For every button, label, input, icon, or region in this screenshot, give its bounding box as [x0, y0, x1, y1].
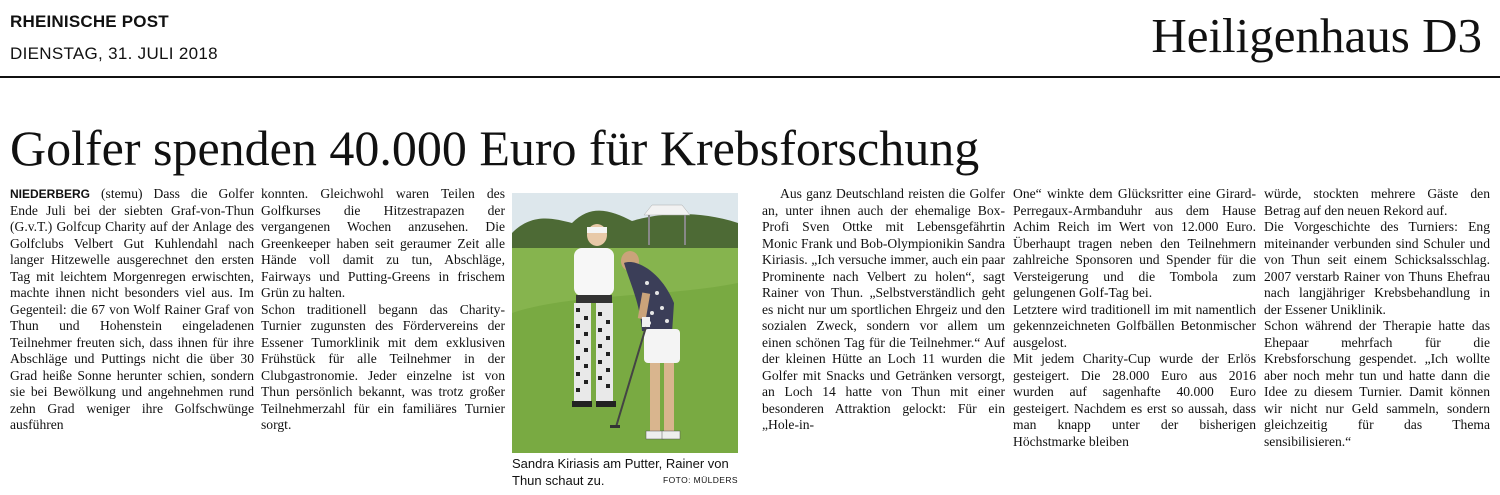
article-photo [512, 193, 738, 453]
column-2-paragraph-2: Schon traditionell begann das Charity-Turnier zugunsten des Fördervereins der Essener Tumorklinik mit dem exklusiven Frühstück für alle Teilnehmer in der Clubgastronomie. Jeder einzelne ist von Thun persönlich bekannt, was trotz großer Teilnehmerzahl für ein familiäres Turnier sorgt. [261, 301, 505, 432]
photo-caption: Sandra Kiriasis am Putter, Rainer von Thun schaut zu. [512, 456, 729, 488]
photo-credit: FOTO: MÜLDERS [663, 475, 738, 485]
photo-caption-block [512, 455, 738, 489]
column-2-paragraph-1: konnten. Gleichwohl waren Teilen des Golfkurses die Hitzestrapazen der vergangenen Wochen anzusehen. Die Greenkeeper haben seit geraumer Zeit alle Hände voll damit zu tun, Abschläge, Fairways und Putting-Greens in frischem Grün zu halten. [261, 186, 505, 300]
paper-name: RHEINISCHE POST [10, 12, 169, 31]
column-6-paragraph-2: Die Vorgeschichte des Turniers: Eng miteinander verbunden sind Schuler und von Thun seit einem Schicksalsschlag. 2007 verstarb Rainer von Thuns Ehefrau nach langjähriger Krebsbehandlung in der Essener Uniklinik. [1264, 219, 1490, 317]
article-column-4 [762, 186, 1005, 434]
masthead [0, 0, 1500, 78]
article-column-6 [1264, 186, 1490, 450]
article-column-5 [1013, 186, 1256, 450]
column-6-paragraph-1: würde, stockten mehrere Gäste den Betrag auf den neuen Rekord auf. [1264, 186, 1490, 218]
section-title: Heiligenhaus D3 [1151, 8, 1482, 63]
masthead-rule [0, 76, 1500, 78]
column-1-text: (stemu) Dass die Golfer Ende Juli bei der siebten Graf-von-Thun (G.v.T.) Golfcup Charity auf der Anlage des Golfclubs Velbert Gut Kuhlendahl nach langer Hitzewelle ausgerechnet den ersten Tag mit leichtem Morgenregen erwischten, machte ihnen nicht besonders viel aus. Im Gegenteil: die 67 von Wolf Rainer Graf von Thun und Hohenstein eingeladenen Teilnehmer freuten sich, dass ihnen für ihre Abschläge und Puttings nicht die über 30 Grad heiße Sonne herunter schien, sondern sie bei Bewölkung und angehnehmen rund zehn Grad weniger ihre Golfschwünge ausführen [10, 186, 254, 432]
dateline: NIEDERBERG [10, 187, 91, 201]
column-6-paragraph-3: Schon während der Therapie hatte das Ehepaar mehrfach für die Krebsforschung gespendet. „Ich wollte aber noch mehr tun und hatte dann die Idee zu diesem Turnier. Damit können wir nicht nur Geld sammeln, sondern gleichzeitig für das Thema sensibilisieren.“ [1264, 318, 1490, 449]
article-column-1 [10, 186, 254, 434]
column-5-paragraph-2: Letztere wird traditionell im mit namentlich gekennzeichneten Golfbällen Betonmischer ausgelost. [1013, 301, 1256, 350]
column-4-text: Aus ganz Deutschland reisten die Golfer an, unter ihnen auch der ehemalige Box-Profi Sven Ottke mit Lebensgefährtin Monic Frank und Bob-Olympionikin Sandra Kiriasis. „Ich versuche immer, auch ein paar Prominente nach Velbert zu holen“, sagt Rainer von Thun. „Selbstverständlich geht es nicht nur um sportlichen Ehrgeiz und den sozialen Zweck, sondern vor allem um einen schönen Tag für die Teilnehmer.“ Auf der kleinen Hütte an Loch 11 wurden die Golfer mit Snacks und Getränken versorgt, an Loch 14 hatte von Thun mit einer besonderen Attraktion gelockt: Für ein „Hole-in- [762, 186, 1005, 432]
column-5-paragraph-1: One“ winkte dem Glücksritter eine Girard-Perregaux-Armbanduhr aus dem Hause Achim Reich im Wert von 12.000 Euro. Überhaupt tragen neben den Teilnehmern zahlreiche Sponsoren und Spender für die Versteigerung und die Tombola zum gelungenen Golf-Tag bei. [1013, 186, 1256, 300]
issue-date: DIENSTAG, 31. JULI 2018 [10, 44, 218, 63]
article-column-2 [261, 186, 505, 434]
column-5-paragraph-3: Mit jedem Charity-Cup wurde der Erlös gesteigert. Die 28.000 Euro aus 2016 wurden auf sagenhafte 40.000 Euro gesteigert. Nachdem es erst so aussah, dass man knapp unter der bisherigen Höchstmarke bleiben [1013, 351, 1256, 449]
article-headline: Golfer spenden 40.000 Euro für Krebsforschung [10, 120, 980, 176]
golf-photo-illustration [512, 193, 738, 453]
